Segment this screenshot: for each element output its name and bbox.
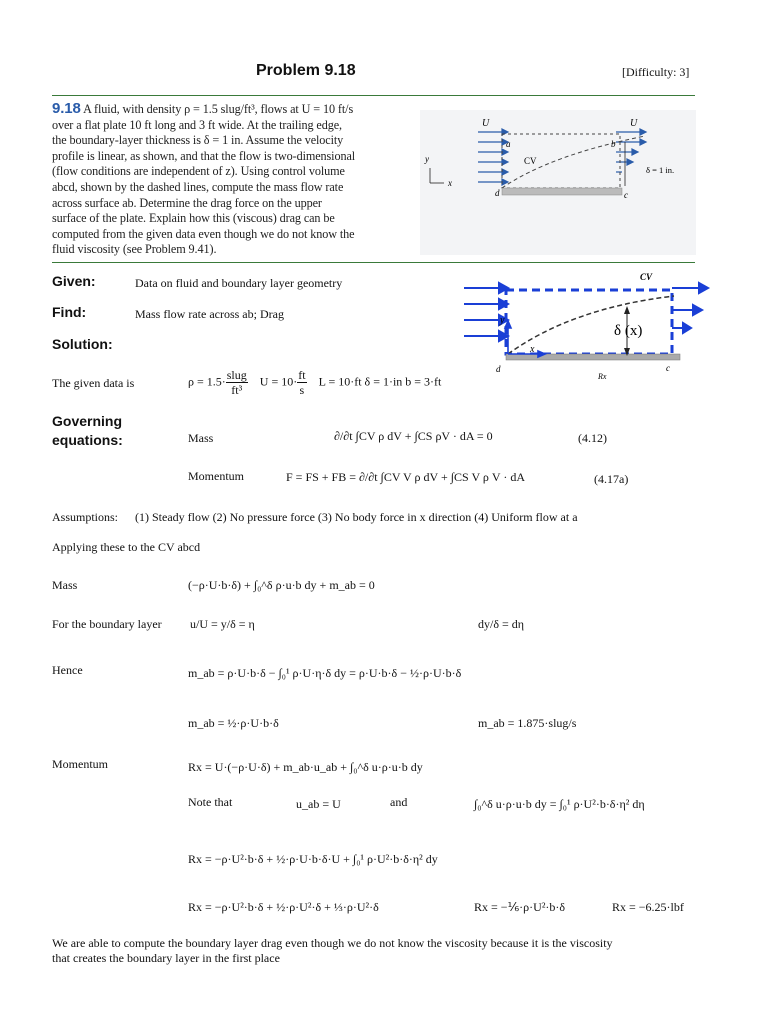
governing-label-2: equations: [52,432,123,448]
rho-units-den: ft³ [231,383,243,397]
point-a-label: a [506,139,511,149]
find-text: Mass flow rate across ab; Drag [135,307,284,321]
cv-label: CV [524,156,537,166]
difficulty-label: [Difficulty: 3] [622,65,690,79]
mass-label: Mass [188,431,214,445]
given-data-label: The given data is [52,376,135,390]
mass-cv-equation: (−ρ·U·b·δ) + ∫₀^δ ρ·u·b dy + m_ab = 0 [188,578,375,592]
mass-ref: (4.12) [578,431,607,445]
cv-fig-label: CV [640,272,653,282]
problem-line: surface of the plate. Explain how this (viscous) drag can be [52,211,335,226]
find-label: Find: [52,304,87,320]
momentum-ref: (4.17a) [594,472,629,486]
problem-figure [420,110,696,255]
u-value: U = 10· [259,374,298,389]
cv-delta-arrow-up [624,306,630,314]
problem-line: fluid viscosity (see Problem 9.41). [52,242,217,257]
assumptions-label: Assumptions: [52,510,119,524]
cv-x-label: x [530,344,535,355]
rho-units [226,368,248,397]
conclusion [52,936,732,966]
governing-label-1: Governing [52,413,123,429]
header-rule [52,95,695,96]
point-d-label: d [495,188,500,198]
cv-rx-label: Rx [598,372,607,381]
flat-plate [502,188,622,195]
momentum-equation: F = FS + FB = ∂/∂t ∫CV V ρ dV + ∫CS V ρ V · dA [286,470,526,484]
cv-outflow-arrows [672,283,708,333]
page-title: Problem 9.18 [256,62,356,79]
problem-line: computed from the given data even though we do not know the [52,226,355,241]
cv-c-label: c [666,363,670,373]
cv-y-label: y [500,315,505,326]
integral-identity: ∫₀^δ u·ρ·u·b dy = ∫₀¹ ρ·U²·b·δ·η² dη [474,797,645,811]
given-text: Data on fluid and boundary layer geometry [135,276,343,290]
y-axis-label: y [425,154,429,164]
control-volume-figure [462,268,712,383]
cv-delta-x-label: δ (x) [614,323,643,339]
rho-units-num: slug [226,368,247,382]
problem-line: across surface ab. Determine the drag force on the upper [52,195,322,210]
momentum-cv-equation: Rx = U·(−ρ·U·δ) + m_ab·u_ab + ∫₀^δ u·ρ·u·b dy [188,760,423,774]
conclusion-line: We are able to compute the boundary layer drag even though we do not know the viscosity because it is the viscosity [52,936,613,950]
u-left-label: U [482,118,490,129]
point-b-label: b [611,139,616,149]
problem-line-text: A fluid, with density ρ = 1.5 slug/ft³, flows at U = 10 ft/s [83,102,354,116]
given-label: Given: [52,273,96,289]
problem-line: (flow conditions are independent of z). Using control volume [52,164,345,179]
rx-simplified: Rx = −ρ·U²·b·δ + ½·ρ·U²·δ + ⅓·ρ·U²·δ [188,900,379,914]
section-rule [52,262,695,263]
problem-line: the boundary-layer thickness is δ = 1 in. Assume the velocity [52,133,344,148]
uab-equation: u_ab = U [296,797,341,811]
problem-line: profile is linear, as shown, and that the flow is two-dimensional [52,148,356,163]
assumptions-text: (1) Steady flow (2) No pressure force (3) No body force in x direction (4) Uniform flow at a [135,510,578,524]
u-units-den: s [299,383,305,397]
conclusion-line: that creates the boundary layer in the first place [52,951,280,965]
cv-d-label: d [496,364,501,374]
note-that: Note that [188,795,233,809]
momentum-section-label: Momentum [52,757,108,771]
x-axis-label: x [448,178,452,188]
problem-statement [52,101,392,258]
point-c-label: c [624,190,628,200]
figure-background [420,110,696,255]
other-values: L = 10·ft δ = 1·in b = 3·ft [318,374,442,389]
cv-inflow-arrows [464,283,508,341]
mab-value: m_ab = 1.875·slug/s [478,716,577,730]
bl-label: For the boundary layer [52,617,162,631]
momentum-label: Momentum [188,469,244,483]
delta-label: δ = 1 in. [646,165,675,175]
mass-section-label: Mass [52,578,78,592]
given-data-equation [188,368,441,397]
rx-expansion: Rx = −ρ·U²·b·δ + ½·ρ·U·b·δ·U + ∫₀¹ ρ·U²·b·δ·η² dy [188,852,438,866]
applying-text: Applying these to the CV abcd [52,540,201,554]
mass-equation: ∂/∂t ∫CV ρ dV + ∫CS ρV · dA = 0 [334,429,493,443]
problem-line [52,101,392,118]
u-units [297,368,306,397]
rho-value: ρ = 1.5· [188,374,226,389]
u-right-label: U [630,118,638,129]
hence-equation: m_ab = ρ·U·b·δ − ∫₀¹ ρ·U·η·δ dy = ρ·U·b·δ − ½·ρ·U·b·δ [188,666,462,680]
bl-differential-equation: dy/δ = dη [478,617,525,631]
u-units-num: ft [298,368,306,382]
mab-equation: m_ab = ½·ρ·U·b·δ [188,716,279,730]
and-text: and [390,795,408,809]
bl-profile-equation: u/U = y/δ = η [190,617,255,631]
solution-label: Solution: [52,336,113,352]
problem-line: over a flat plate 10 ft long and 3 ft wide. At the trailing edge, [52,117,342,132]
problem-line: abcd, shown by the dashed lines, compute the mass flow rate [52,179,344,194]
hence-label: Hence [52,663,83,677]
rx-result-symbolic: Rx = −⅙·ρ·U²·b·δ [474,900,566,914]
problem-number: 9.18 [52,100,81,117]
rx-result-value: Rx = −6.25·lbf [612,900,684,914]
